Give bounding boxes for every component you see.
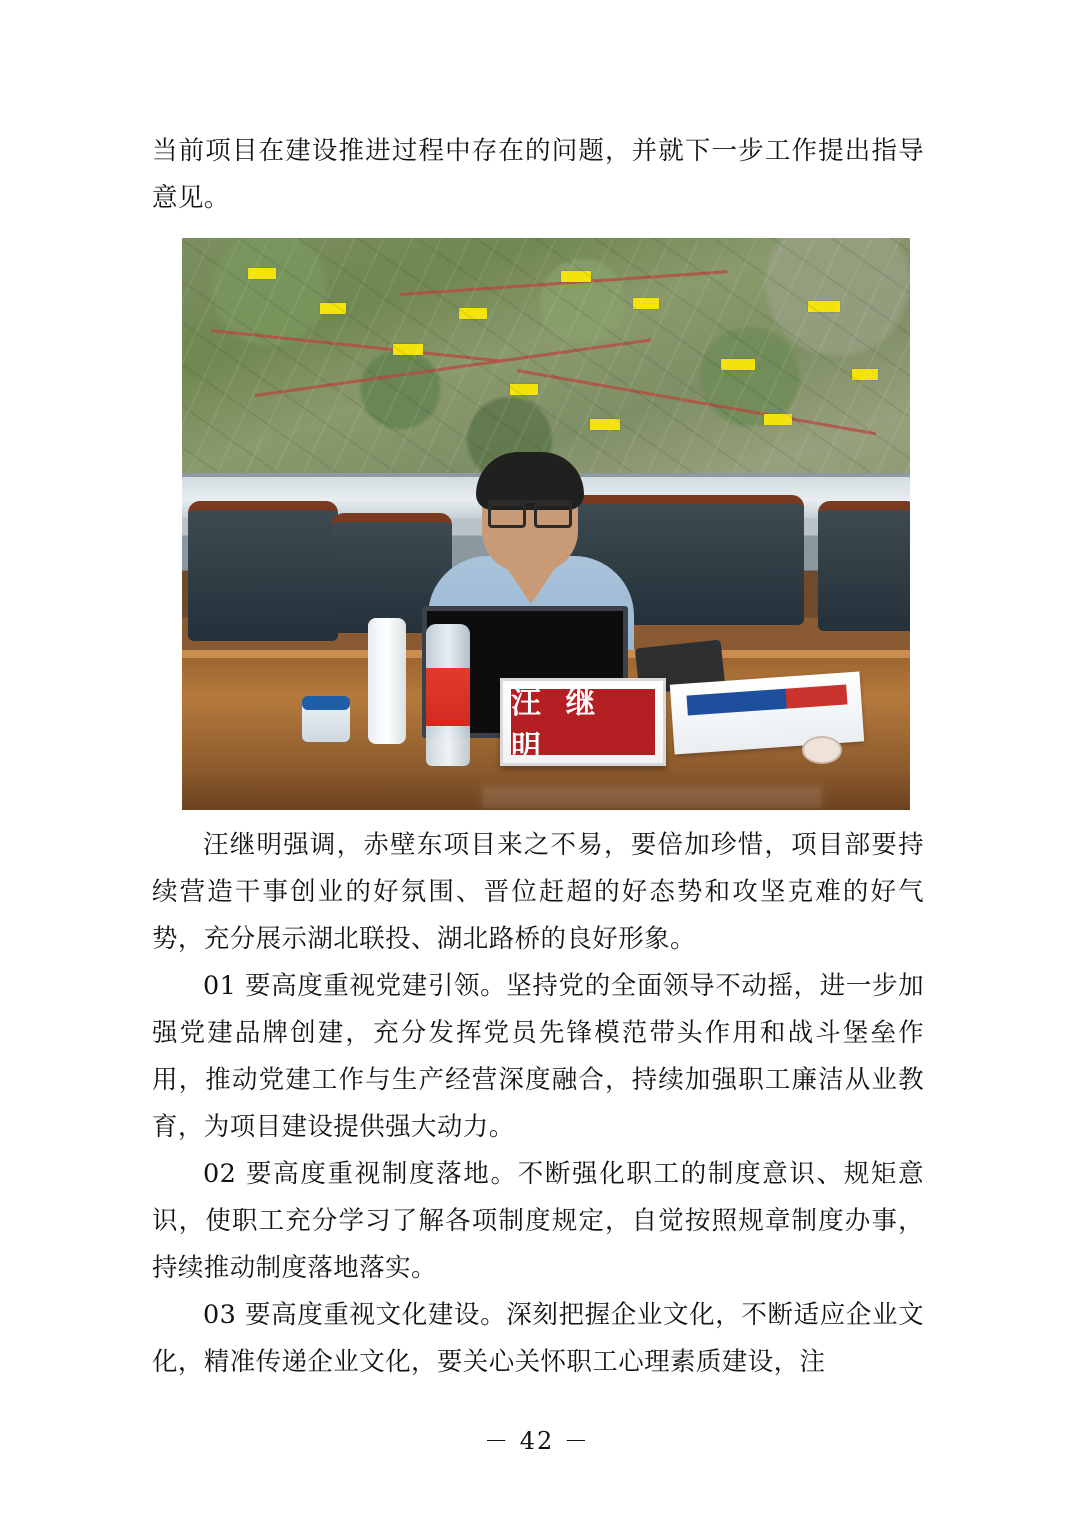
computer-mouse [802,736,842,764]
chair-left [188,501,338,641]
thermos-flask [368,618,406,744]
paragraph-1: 当前项目在建设推进过程中存在的问题，并就下一步工作提出指导意见。 [152,136,924,213]
photo-composition [182,238,910,810]
paragraph-5: 03 要高度重视文化建设。深刻把握企业文化，不断适应企业文化，精准传递企业文化，要关心关怀职工心理素质建设，注 [152,1300,924,1377]
page-number: － 42 － [484,1427,590,1455]
cup-lid [302,696,350,710]
glasses-icon [488,500,572,523]
water-bottle-label [426,668,470,726]
figure-meeting-photo [182,238,910,810]
paragraph-3: 01 要高度重视党建引领。坚持党的全面领导不动摇，进一步加强党建品牌创建，充分发挥党员先锋模范带头作用和战斗堡垒作用，推动党建工作与生产经营深度融合，持续加强职工廉洁从业教育，为项目建设提供强大动力。 [152,971,924,1142]
nameplate [500,678,666,766]
table-reflection [482,786,822,808]
paragraph-4: 02 要高度重视制度落地。不断强化职工的制度意识、规矩意识，使职工充分学习了解各项制度规定，自觉按照规章制度办事，持续推动制度落地落实。 [152,1159,924,1283]
chair-right [818,501,910,631]
page-content [152,128,924,1386]
nameplate-text: 汪 继 明 [511,686,603,765]
paragraph-2: 汪继明强调，赤壁东项目来之不易，要倍加珍惜，项目部要持续营造干事创业的好氛围、晋位赶超的好态势和攻坚克难的好气势，充分展示湖北联投、湖北路桥的良好形象。 [152,830,924,954]
